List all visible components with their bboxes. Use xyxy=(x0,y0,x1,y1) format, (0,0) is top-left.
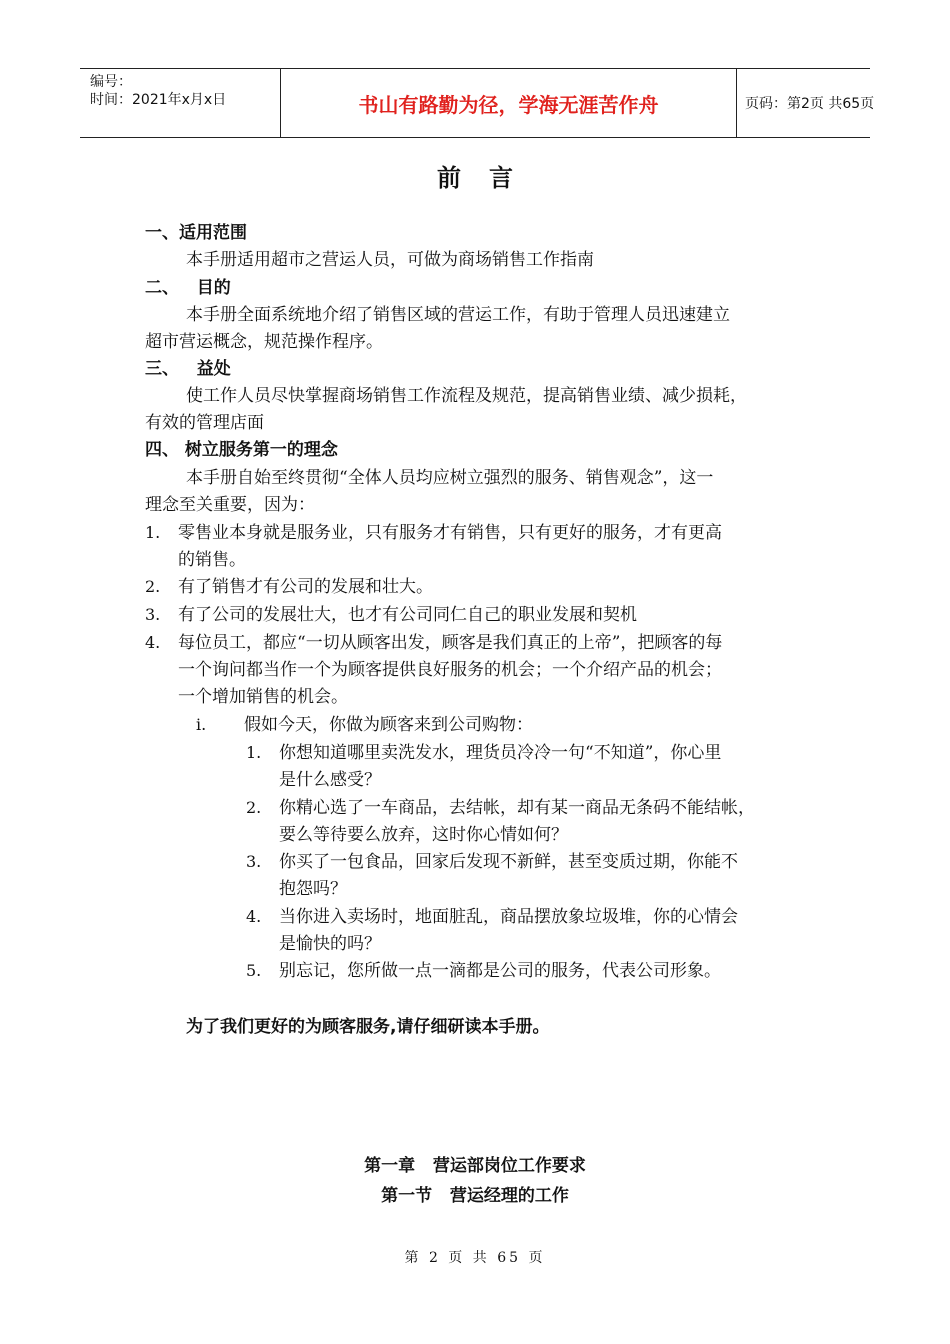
sublist-item-line: 要么等待要么放弃，这时你心情如何？ xyxy=(279,825,568,845)
closing-statement: 为了我们更好的为顾客服务,请仔细研读本手册。 xyxy=(186,1017,550,1037)
section-body-scope: 本手册适用超市之营运人员，可做为商场销售工作指南 xyxy=(186,250,594,270)
sublist-number: 5. xyxy=(246,961,262,980)
section-heading-benefit: 三、 益处 xyxy=(145,359,231,379)
header-motto: 书山有路勤为径，学海无涯苦作舟 xyxy=(280,69,737,137)
list-number: 3. xyxy=(145,605,161,624)
sublist-item-line: 你想知道哪里卖洗发水，理货员冷冷一句“不知道”，你心里 xyxy=(279,743,722,763)
sublist-item-line: 你买了一包食品，回家后发现不新鲜，甚至变质过期，你能不 xyxy=(279,852,738,872)
header-page-info: 页码：第2页 共65页 xyxy=(745,96,875,112)
time-label: 时间：2021年x月x日 xyxy=(90,92,227,108)
sublist-item-line: 是什么感受？ xyxy=(279,770,381,790)
list-number: 1. xyxy=(145,523,161,542)
list-item-line: 每位员工，都应“一切从顾客出发，顾客是我们真正的上帝”，把顾客的每 xyxy=(178,633,723,653)
section-body-service-1: 本手册自始至终贯彻“全体人员均应树立强烈的服务、销售观念”，这一 xyxy=(186,468,714,488)
section-heading-service: 四、 树立服务第一的理念 xyxy=(145,440,338,460)
sublist-number: 4. xyxy=(246,907,262,926)
section-body-benefit-1: 使工作人员尽快掌握商场销售工作流程及规范，提高销售业绩、减少损耗， xyxy=(186,386,747,406)
page-title: 前言 xyxy=(437,163,541,192)
sublist-number: 3. xyxy=(246,852,262,871)
list-item-line: 的销售。 xyxy=(178,550,246,570)
sub-item-text: 假如今天，你做为顾客来到公司购物： xyxy=(244,715,533,735)
list-item-line: 零售业本身就是服务业，只有服务才有销售，只有更好的服务，才有更高 xyxy=(178,523,722,543)
list-item-line: 一个增加销售的机会。 xyxy=(178,687,348,707)
page-footer: 第 2 页 共 65 页 xyxy=(404,1250,546,1266)
section-heading-scope: 一、适用范围 xyxy=(145,223,247,243)
section-body-purpose-1: 本手册全面系统地介绍了销售区域的营运工作，有助于管理人员迅速建立 xyxy=(186,305,730,325)
section-heading: 第一节 营运经理的工作 xyxy=(381,1186,569,1206)
section-body-purpose-2: 超市营运概念，规范操作程序。 xyxy=(145,332,383,352)
header-meta xyxy=(80,69,280,137)
chapter-heading: 第一章 营运部岗位工作要求 xyxy=(364,1156,586,1176)
sublist-number: 1. xyxy=(246,743,262,762)
sublist-item-line: 抱怨吗？ xyxy=(279,879,347,899)
sublist-number: 2. xyxy=(246,798,262,817)
sub-number: i. xyxy=(196,715,207,734)
sublist-item-line: 当你进入卖场时，地面脏乱，商品摆放象垃圾堆，你的心情会 xyxy=(279,907,738,927)
list-item-line: 有了公司的发展壮大，也才有公司同仁自己的职业发展和契机 xyxy=(178,605,637,625)
sublist-item-line: 是愉快的吗？ xyxy=(279,934,381,954)
list-item-line: 一个询问都当作一个为顾客提供良好服务的机会；一个介绍产品的机会； xyxy=(178,660,722,680)
list-number: 2. xyxy=(145,577,161,596)
header-table xyxy=(80,68,875,138)
list-item-line: 有了销售才有公司的发展和壮大。 xyxy=(178,577,433,597)
sublist-item-line: 别忘记，您所做一点一滴都是公司的服务，代表公司形象。 xyxy=(279,961,721,981)
section-body-service-2: 理念至关重要，因为： xyxy=(145,495,315,515)
sublist-item-line: 你精心选了一车商品，去结帐，却有某一商品无条码不能结帐， xyxy=(279,798,755,818)
section-heading-purpose: 二、 目的 xyxy=(145,278,231,298)
list-number: 4. xyxy=(145,633,161,652)
number-label: 编号： xyxy=(90,74,132,90)
section-body-benefit-2: 有效的管理店面 xyxy=(145,413,264,433)
